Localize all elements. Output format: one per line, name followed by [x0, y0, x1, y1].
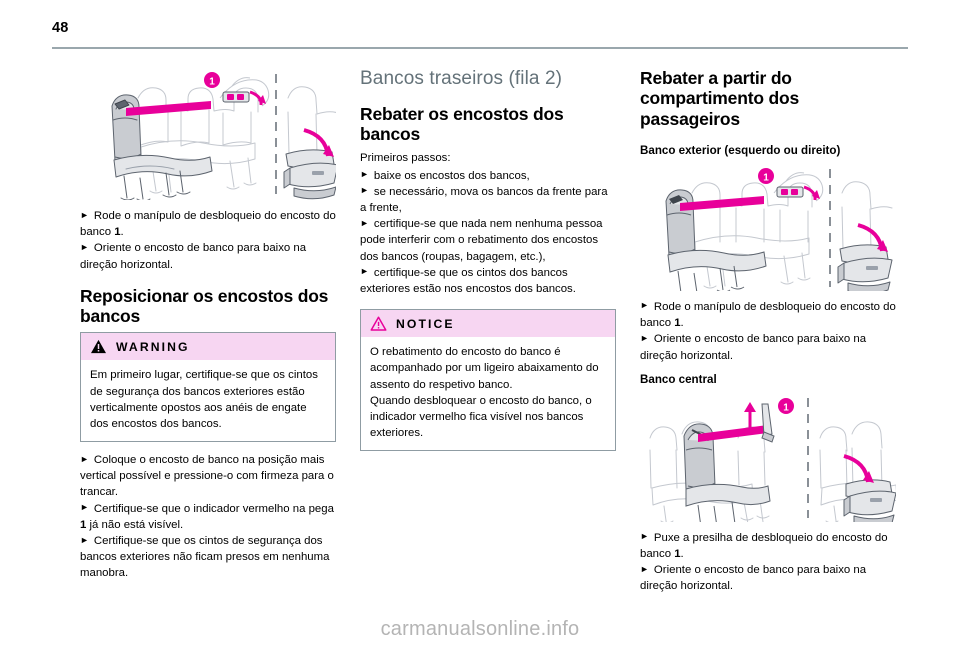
callout-number-1	[758, 168, 774, 184]
callout-number-1	[204, 72, 220, 88]
middle-column	[360, 68, 616, 461]
footer-watermark: carmanualsonline.info	[380, 618, 580, 640]
content-columns	[0, 68, 960, 608]
bullet-triangle-icon: ►	[640, 563, 649, 574]
notice-paragraph: Quando desbloquear o encosto do banco, o indicador vermelho fica visível nos bancos exteriores.	[370, 394, 592, 440]
step-text: Rode o manípulo de desbloqueio do encosto do banco 1.	[640, 300, 896, 330]
section-title: Bancos traseiros (fila 2)	[360, 68, 563, 89]
notice-callout-header	[361, 310, 615, 337]
right-steps-list-1	[640, 299, 896, 364]
list-item	[80, 240, 336, 272]
middle-bullets-list	[360, 168, 616, 298]
bullet-triangle-icon: ►	[80, 453, 89, 464]
bullet-triangle-icon: ►	[640, 332, 649, 343]
callout-number-1	[778, 398, 794, 414]
list-item	[360, 184, 616, 216]
warning-callout-header	[81, 333, 335, 360]
right-column	[640, 68, 896, 595]
list-item	[640, 331, 896, 363]
page-number: 48	[52, 20, 69, 36]
notice-label: NOTICE	[396, 316, 455, 331]
notice-callout	[360, 309, 616, 451]
bullet-triangle-icon: ►	[80, 534, 89, 545]
left-steps-list-1	[80, 208, 336, 273]
page-header	[0, 0, 960, 52]
list-item	[80, 533, 336, 582]
bullet-text: baixe os encostos dos bancos,	[373, 169, 530, 182]
reposition-backrests-heading: Reposicionar os encostos dos bancos	[80, 285, 329, 327]
bullet-text: se necessário, mova os bancos da frente para a frente,	[360, 185, 608, 214]
bullet-triangle-icon: ►	[360, 169, 369, 180]
warning-callout-body	[81, 360, 335, 441]
step-text: Oriente o encosto de banco para baixo na direção horizontal.	[640, 333, 867, 362]
centre-seat-fold-figure	[640, 394, 896, 522]
warning-label: WARNING	[116, 339, 190, 354]
bullet-text: certifique-se que os cintos dos bancos exteriores estão nos encostos dos bancos.	[360, 266, 576, 295]
list-item	[640, 299, 896, 331]
list-item	[640, 562, 896, 594]
list-item	[640, 530, 896, 562]
step-text: Coloque o encosto de banco na posição mais vertical possível e pressione-o com firmeza para o trancar.	[80, 454, 334, 499]
warning-text: Em primeiro lugar, certifique-se que os cintos de segurança dos bancos exteriores estão verticalmente opostos aos anéis de engate dos encostos dos bancos.	[90, 369, 318, 430]
list-item	[80, 452, 336, 501]
fold-from-passenger-compartment-heading: Rebater a partir do compartimento dos passageiros	[640, 68, 799, 129]
bullet-triangle-icon: ►	[640, 300, 649, 311]
fold-backrests-heading: Rebater os encostos dos bancos	[360, 103, 564, 145]
bullet-triangle-icon: ►	[360, 185, 369, 196]
seat-backrest-unlock-fold-figure	[80, 68, 336, 200]
left-steps-list-2	[80, 452, 336, 582]
warning-callout	[80, 332, 336, 442]
bullet-triangle-icon: ►	[80, 241, 89, 252]
bullet-triangle-icon: ►	[360, 217, 369, 228]
bullet-triangle-icon: ►	[80, 209, 89, 220]
outer-seat-fold-figure	[640, 165, 896, 291]
svg-text:1: 1	[209, 76, 215, 88]
step-text: Oriente o encosto de banco para baixo na direção horizontal.	[640, 564, 867, 593]
step-text: Certifique-se que os cintos de segurança dos bancos exteriores não ficam presos em nenhuma manobra.	[80, 535, 330, 580]
step-text: Oriente o encosto de banco para baixo na direção horizontal.	[80, 242, 307, 271]
svg-text:1: 1	[763, 172, 769, 184]
list-item	[360, 216, 616, 265]
bullet-triangle-icon: ►	[360, 266, 369, 277]
outer-seat-subheading: Banco exterior (esquerdo ou direito)	[640, 143, 841, 157]
header-divider	[52, 47, 908, 49]
notice-triangle-icon	[370, 316, 387, 331]
list-item	[360, 168, 616, 184]
centre-seat-subheading: Banco central	[640, 372, 717, 386]
bullet-triangle-icon: ►	[640, 531, 649, 542]
list-item	[360, 265, 616, 297]
list-item	[80, 208, 336, 240]
notice-callout-body	[361, 337, 615, 450]
left-column	[80, 68, 336, 582]
step-text: Certifique-se que o indicador vermelho na pega 1 já não está visível.	[80, 502, 334, 531]
bullet-text: certifique-se que nada nem nenhuma pessoa pode interferir com o rebatimento dos encostos dos bancos (roupas, bagagem, etc.),	[360, 218, 603, 263]
bullet-triangle-icon: ►	[80, 502, 89, 513]
step-text: Puxe a presilha de desbloqueio do encosto do banco 1.	[640, 531, 888, 560]
notice-paragraph: O rebatimento do encosto do banco é acompanhado por um ligeiro abaixamento do assento do respetivo banco.	[370, 346, 599, 391]
first-steps-lead: Primeiros passos:	[360, 152, 451, 165]
warning-triangle-icon	[90, 339, 107, 354]
svg-text:1: 1	[783, 402, 789, 414]
step-text: Rode o manípulo de desbloqueio do encosto do banco 1.	[80, 210, 336, 239]
list-item	[80, 501, 336, 533]
right-steps-list-2	[640, 530, 896, 595]
